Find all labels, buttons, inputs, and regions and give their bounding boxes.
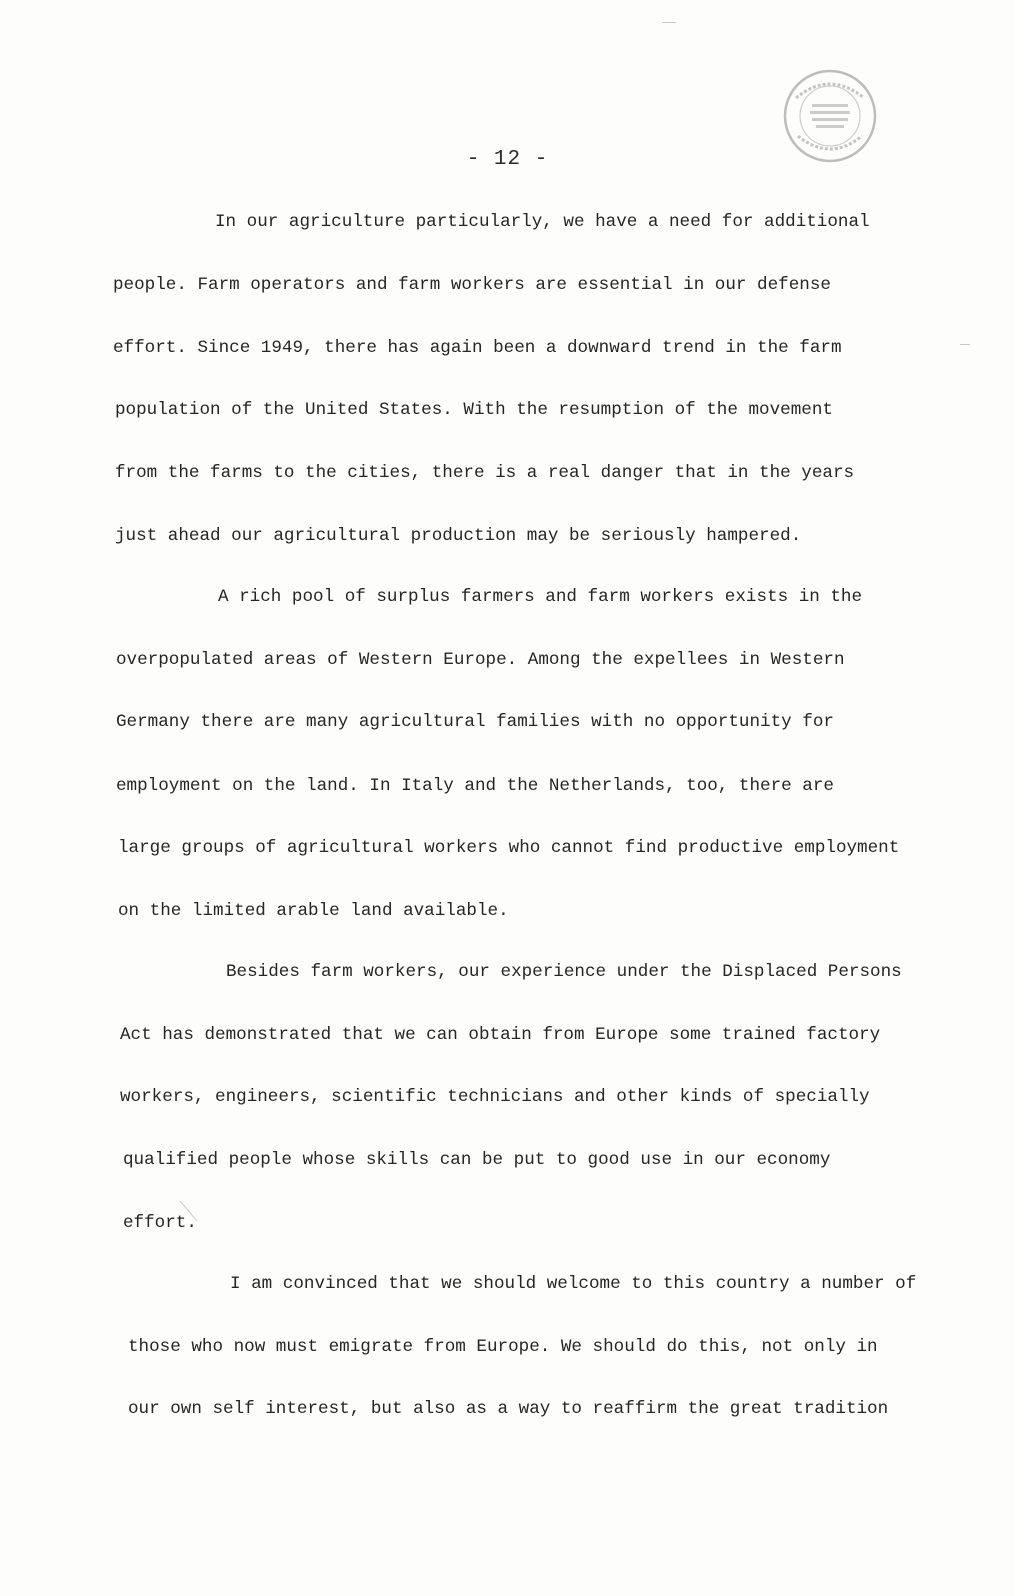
text-line: effort. Since 1949, there has again been a downward trend in the farm (113, 338, 842, 358)
text-line: overpopulated areas of Western Europe. Among the expellees in Western (116, 650, 845, 670)
text-line: those who now must emigrate from Europe. We should do this, not only in (128, 1337, 878, 1357)
text-line: effort. (123, 1213, 197, 1233)
text-line: people. Farm operators and farm workers are essential in our defense (113, 275, 831, 295)
paper-speck (960, 344, 970, 345)
text-line: large groups of agricultural workers who cannot find productive employment (118, 838, 900, 858)
text-line: on the limited arable land available. (118, 901, 509, 921)
text-line: Act has demonstrated that we can obtain from Europe some trained factory (120, 1025, 881, 1045)
text-line: workers, engineers, scientific technicians and other kinds of specially (120, 1087, 870, 1107)
text-line: I am convinced that we should welcome to this country a number of (230, 1274, 917, 1294)
text-line: Germany there are many agricultural families with no opportunity for (116, 712, 834, 732)
paper-speck (662, 22, 676, 23)
text-line: our own self interest, but also as a way to reaffirm the great tradition (128, 1399, 889, 1419)
text-line: population of the United States. With the resumption of the movement (115, 400, 833, 420)
text-line: from the farms to the cities, there is a real danger that in the years (115, 463, 855, 483)
text-line: In our agriculture particularly, we have a need for additional (215, 212, 870, 232)
text-line: A rich pool of surplus farmers and farm workers exists in the (218, 587, 863, 607)
text-line: employment on the land. In Italy and the Netherlands, too, there are (116, 776, 834, 796)
page-number: - 12 - (466, 148, 549, 171)
text-line: Besides farm workers, our experience under the Displaced Persons (226, 962, 902, 982)
text-line: qualified people whose skills can be put to good use in our economy (123, 1150, 831, 1170)
text-line: just ahead our agricultural production may be seriously hampered. (115, 526, 802, 546)
